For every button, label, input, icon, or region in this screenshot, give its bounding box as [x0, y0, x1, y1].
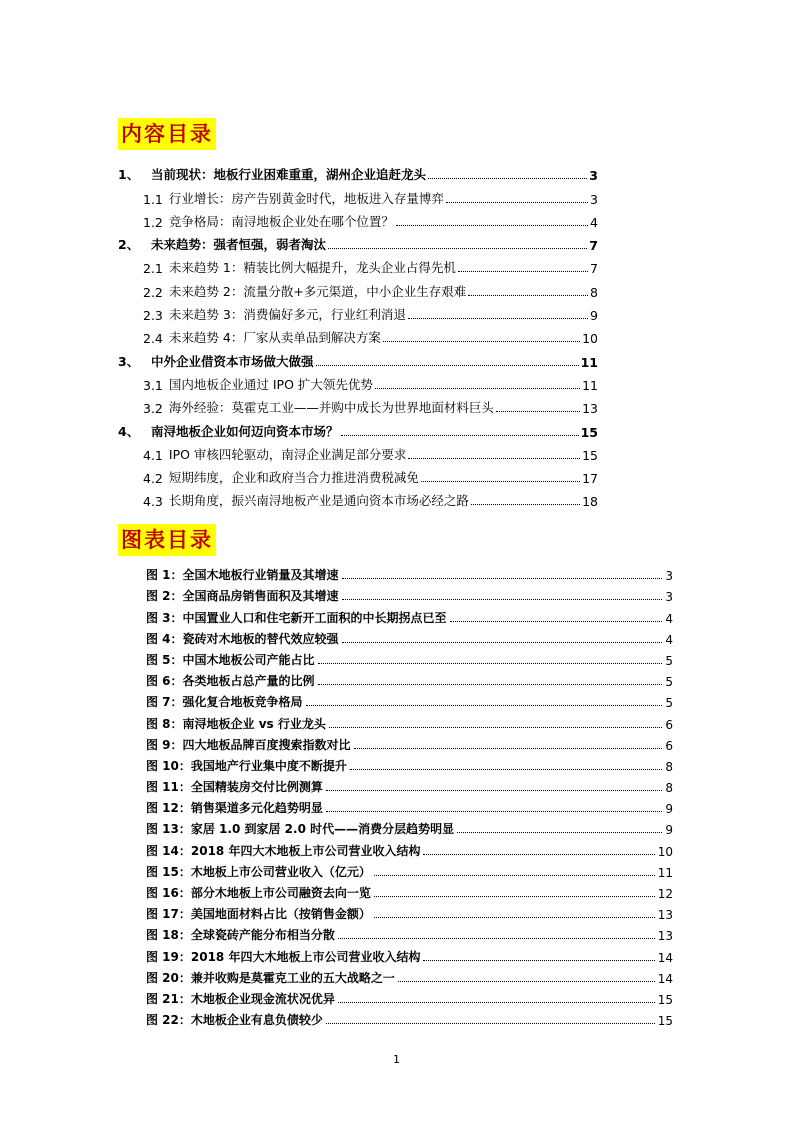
figure-entry-title: 图 10：我国地产行业集中度不断提升	[146, 758, 347, 773]
dot-leader	[457, 832, 662, 833]
toc-entry-title: IPO 审核四轮驱动，南浔企业满足部分要求	[168, 446, 407, 462]
toc-entry[interactable]	[118, 207, 598, 230]
toc-entry-title: 当前现状：地板行业困难重重，湖州企业追赶龙头	[151, 167, 427, 183]
figure-entry-page: 8	[665, 781, 673, 796]
figure-entry-title: 图 4：瓷砖对木地板的替代效应较强	[146, 631, 339, 646]
toc-entry-page: 4	[590, 214, 598, 230]
figure-entry-title: 图 14：2018 年四大木地板上市公司营业收入结构	[146, 843, 421, 858]
toc-entry[interactable]	[118, 183, 598, 206]
figure-entry-title: 图 11：全国精装房交付比例测算	[146, 780, 323, 795]
toc-entry[interactable]	[118, 370, 598, 393]
toc-entry-number: 4、	[118, 423, 140, 439]
toc-entry-page: 7	[590, 261, 598, 277]
toc-entry-title: 未来趋势 1：精装比例大幅提升，龙头企业占得先机	[168, 260, 456, 276]
toc-entry-page: 3	[589, 168, 598, 184]
figure-entry-page: 4	[665, 611, 673, 626]
figure-entry-page: 6	[665, 738, 673, 753]
figure-entry-title: 图 2：全国商品房销售面积及其增速	[146, 589, 339, 604]
figure-entry-page: 4	[665, 632, 673, 647]
toc-entry-number: 2.1	[143, 261, 163, 277]
toc-entry-title: 海外经验：莫霍克工业——并购中成长为世界地面材料巨头	[168, 400, 494, 416]
figure-entry[interactable]	[146, 901, 673, 922]
figure-entry[interactable]	[146, 689, 673, 710]
figure-entry-title: 图 22：木地板企业有息负债较少	[146, 1013, 323, 1028]
dot-leader	[338, 938, 655, 939]
toc-entry-page: 15	[582, 447, 598, 463]
dot-leader	[450, 621, 663, 622]
dot-leader	[375, 388, 580, 389]
figure-entry[interactable]	[146, 626, 673, 647]
figure-entry-title: 图 12：销售渠道多元化趋势明显	[146, 801, 323, 816]
figure-entry-title: 图 5：中国木地板公司产能占比	[146, 652, 315, 667]
dot-leader	[318, 684, 663, 685]
figure-entry-page: 9	[665, 802, 673, 817]
toc-entry-page: 11	[582, 377, 598, 393]
toc-entry-title: 未来趋势 4：厂家从卖单品到解决方案	[168, 330, 381, 346]
toc-entry-page: 11	[580, 354, 598, 370]
toc-entry-number: 3.1	[143, 377, 163, 393]
dot-leader	[342, 599, 663, 600]
figure-entry-page: 14	[657, 950, 673, 965]
toc-entry-title: 行业增长：房产告别黄金时代，地板进入存量博弈	[168, 190, 444, 206]
toc-entry-title: 未来趋势 3：消费偏好多元，行业红利消退	[168, 307, 406, 323]
toc-entry-page: 8	[590, 284, 598, 300]
dot-leader	[306, 705, 663, 706]
toc-entry-title: 南浔地板企业如何迈向资本市场？	[151, 423, 339, 439]
dot-leader	[383, 341, 580, 342]
figure-entry-page: 3	[665, 590, 673, 605]
toc-entry[interactable]	[118, 463, 598, 486]
dot-leader	[496, 411, 580, 412]
dot-leader	[396, 225, 588, 226]
dot-leader	[423, 960, 654, 961]
dot-leader	[342, 642, 663, 643]
toc-entry-number: 3.2	[143, 401, 163, 417]
figure-entry[interactable]	[146, 795, 673, 816]
toc-entry[interactable]	[118, 300, 598, 323]
figure-entry[interactable]	[146, 943, 673, 964]
toc-heading: 内容目录	[118, 118, 216, 150]
dot-leader	[350, 769, 662, 770]
figure-entry[interactable]	[146, 668, 673, 689]
toc-entry-title: 中外企业借资本市场做大做强	[151, 353, 314, 369]
dot-leader	[374, 875, 655, 876]
dot-leader	[341, 435, 579, 436]
figure-entry-page: 15	[657, 992, 673, 1007]
toc-entry-page: 10	[582, 331, 598, 347]
toc-entry-page: 7	[589, 238, 598, 254]
toc-entry[interactable]	[118, 230, 598, 253]
figure-entry-page: 9	[665, 823, 673, 838]
figure-entry-title: 图 19：2018 年四大木地板上市公司营业收入结构	[146, 949, 421, 964]
figure-entry[interactable]	[146, 562, 673, 583]
toc-entry[interactable]	[118, 486, 598, 509]
figure-entry-page: 5	[665, 653, 673, 668]
dot-leader	[458, 271, 588, 272]
figure-entry[interactable]	[146, 986, 673, 1007]
dot-leader	[468, 295, 588, 296]
toc-entry-number: 1、	[118, 167, 140, 183]
toc-entry-number: 1.2	[143, 214, 163, 230]
figure-entry-page: 15	[657, 1014, 673, 1029]
figure-entry-title: 图 21：木地板企业现金流状况优异	[146, 991, 335, 1006]
figure-entry-title: 图 13：家居 1.0 到家居 2.0 时代——消费分层趋势明显	[146, 822, 455, 837]
dot-leader	[446, 202, 588, 203]
figure-entry-page: 5	[665, 675, 673, 690]
toc-entry-page: 18	[582, 494, 598, 510]
toc-entry-number: 4.1	[143, 447, 163, 463]
figure-entry-title: 图 9：四大地板品牌百度搜索指数对比	[146, 737, 351, 752]
page-number: 1	[393, 1053, 400, 1066]
toc-entry-page: 13	[582, 401, 598, 417]
figure-entry[interactable]	[146, 965, 673, 986]
figure-entry-page: 5	[665, 696, 673, 711]
dot-leader	[428, 178, 587, 179]
figure-entry-page: 8	[665, 759, 673, 774]
toc-entry-number: 4.2	[143, 471, 163, 487]
figure-entry-title: 图 16：部分木地板上市公司融资去向一览	[146, 886, 371, 900]
dot-leader	[423, 854, 654, 855]
dot-leader	[326, 790, 662, 791]
toc-entry-title: 竞争格局：南浔地板企业处在哪个位置？	[168, 213, 394, 229]
toc-entry-title: 国内地板企业通过 IPO 扩大领先优势	[168, 376, 373, 392]
dot-leader	[342, 578, 663, 579]
dot-leader	[374, 917, 655, 918]
dot-leader	[471, 504, 580, 505]
dot-leader	[421, 481, 580, 482]
figure-entry[interactable]	[146, 774, 673, 795]
figure-entry[interactable]	[146, 647, 673, 668]
figure-entry[interactable]	[146, 710, 673, 731]
figure-entry-title: 图 7：强化复合地板竞争格局	[146, 695, 303, 710]
figure-entry-page: 13	[657, 929, 673, 944]
figure-entry-page: 6	[665, 717, 673, 732]
figure-entry-page: 11	[657, 865, 673, 880]
toc-entry[interactable]	[118, 440, 598, 463]
toc-entry-number: 2、	[118, 237, 140, 253]
toc-entry[interactable]	[118, 323, 598, 346]
toc-entry-number: 3、	[118, 353, 140, 369]
figure-entry[interactable]	[146, 816, 673, 837]
toc-entry-title: 未来趋势 2：流量分散+多元渠道，中小企业生存艰难	[168, 283, 467, 299]
figure-entry-title: 图 1：全国木地板行业销量及其增速	[146, 568, 339, 583]
toc-entry[interactable]	[118, 393, 598, 416]
toc-entry-page: 17	[582, 471, 598, 487]
dot-leader	[408, 458, 580, 459]
toc-entry-title: 短期纬度，企业和政府当合力推进消费税减免	[168, 470, 419, 486]
toc-entry-number: 2.3	[143, 308, 163, 324]
dot-leader	[338, 1002, 655, 1003]
figure-entry-title: 图 15：木地板上市公司营业收入（亿元）	[146, 864, 371, 879]
toc-entry-title: 未来趋势：强者恒强，弱者淘汰	[151, 237, 327, 253]
toc-entry-number: 4.3	[143, 494, 163, 510]
figure-entry[interactable]	[146, 753, 673, 774]
figure-entry[interactable]	[146, 732, 673, 753]
figure-list-heading: 图表目录	[118, 524, 216, 556]
dot-leader	[329, 727, 663, 728]
dot-leader	[328, 248, 587, 249]
toc-entry-title: 长期角度，振兴南浔地板产业是通向资本市场必经之路	[168, 493, 469, 509]
dot-leader	[408, 318, 588, 319]
toc-entry-number: 2.2	[143, 284, 163, 300]
toc-entry-number: 1.1	[143, 191, 163, 207]
figure-entry-title: 图 6：各类地板占总产量的比例	[146, 674, 315, 689]
figure-entry-title: 图 17：美国地面材料占比（按销售金额）	[146, 907, 371, 922]
figure-entry-page: 3	[665, 569, 673, 584]
dot-leader	[326, 811, 662, 812]
figure-entry-page: 10	[657, 844, 673, 859]
toc-entry[interactable]	[118, 276, 598, 299]
figure-entry-title: 图 20：兼并收购是莫霍克工业的五大战略之一	[146, 970, 395, 985]
toc-entry-page: 3	[590, 191, 598, 207]
figure-list	[146, 562, 673, 1028]
figure-entry-title: 图 18：全球瓷砖产能分布相当分散	[146, 928, 335, 943]
dot-leader	[398, 981, 655, 982]
figure-entry[interactable]	[146, 880, 673, 901]
figure-entry-page: 14	[657, 971, 673, 986]
figure-entry-title: 图 3：中国置业人口和住宅新开工面积的中长期拐点已至	[146, 610, 447, 625]
dot-leader	[354, 748, 663, 749]
figure-entry-title: 图 8：南浔地板企业 vs 行业龙头	[146, 716, 326, 731]
figure-entry[interactable]	[146, 583, 673, 604]
figure-entry[interactable]	[146, 604, 673, 625]
toc-entry-number: 2.4	[143, 331, 163, 347]
toc-entry[interactable]	[118, 160, 598, 183]
dot-leader	[316, 365, 579, 366]
figure-entry-page: 12	[657, 887, 673, 901]
toc-entry[interactable]	[118, 346, 598, 369]
figure-entry[interactable]	[146, 1007, 673, 1028]
dot-leader	[326, 1023, 655, 1024]
toc-entry-page: 9	[590, 308, 598, 324]
toc-list	[118, 160, 598, 509]
dot-leader	[374, 896, 655, 897]
figure-entry-page: 13	[657, 908, 673, 923]
toc-entry-page: 15	[580, 424, 598, 440]
toc-entry[interactable]	[118, 416, 598, 439]
toc-entry[interactable]	[118, 253, 598, 276]
figure-entry[interactable]	[146, 922, 673, 943]
dot-leader	[318, 663, 663, 664]
figure-entry[interactable]	[146, 837, 673, 858]
figure-entry[interactable]	[146, 859, 673, 880]
